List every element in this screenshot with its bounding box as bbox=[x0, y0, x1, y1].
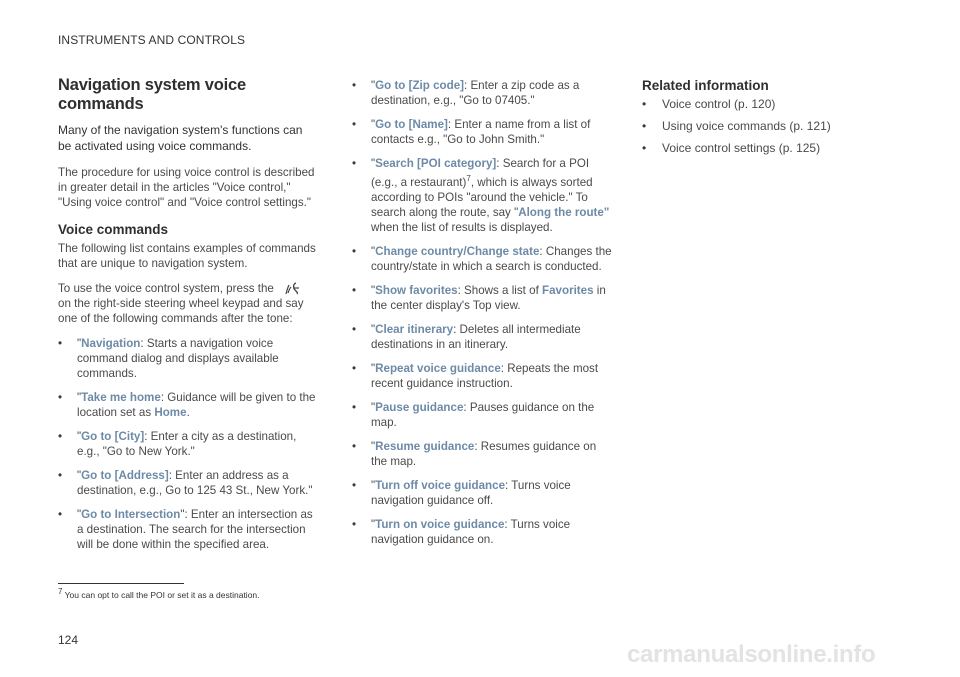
related-link-label[interactable]: Using voice commands (p. 121) bbox=[662, 119, 831, 133]
related-list bbox=[642, 97, 902, 156]
section-header: INSTRUMENTS AND CONTROLS bbox=[58, 33, 246, 47]
command-description: : Shows a list of bbox=[457, 283, 543, 297]
command-highlight: Favorites bbox=[542, 283, 594, 297]
command-name: Turn on voice guidance bbox=[375, 517, 505, 531]
list-item: • "Show favorites: Shows a list of Favorites in the center display's Top view. bbox=[352, 283, 606, 312]
list-item: • "Resume guidance: Resumes guidance on the map. bbox=[352, 439, 597, 468]
command-description: : Turns voice navigation guidance on. bbox=[371, 517, 571, 546]
command-description: : Enter a zip code as a destination, e.g., "Go to 07405." bbox=[371, 79, 580, 107]
voice-usage-post: on the right-side steering wheel keypad and say one of the following commands after the tone: bbox=[58, 297, 304, 325]
list-item: • "Go to Intersection": Enter an intersection as a destination. The search for the intersection will be done within the specified area. bbox=[58, 508, 313, 551]
command-name: Turn off voice guidance bbox=[375, 478, 506, 492]
list-item: • "Clear itinerary: Deletes all intermediate destinations in an itinerary. bbox=[352, 322, 581, 351]
command-name: Clear itinerary bbox=[375, 322, 454, 336]
list-item: • "Pause guidance: Pauses guidance on the map. bbox=[352, 400, 595, 429]
command-name: Go to [Address] bbox=[81, 469, 169, 482]
page-title: Navigation system voice commands bbox=[58, 76, 246, 113]
command-description: : Enter a name from a list of contacts e.g., "Go to John Smith." bbox=[371, 118, 591, 146]
command-name: Go to [Zip code] bbox=[375, 79, 464, 92]
voice-usage-pre: To use the voice control system, press the bbox=[58, 282, 274, 295]
footnote-text: You can opt to call the POI or set it as a destination. bbox=[64, 589, 260, 600]
command-name: Take me home bbox=[81, 391, 161, 404]
voice-usage-paragraph bbox=[58, 281, 318, 326]
command-description: : Guidance will be given to the location set as bbox=[77, 391, 316, 419]
list-item: • "Go to [City]: Enter a city as a destination, e.g., "Go to New York." bbox=[58, 430, 297, 458]
related-link-voice-control-settings[interactable]: • Voice control settings (p. 125) bbox=[642, 141, 821, 155]
related-link-label[interactable]: Voice control settings (p. 125) bbox=[662, 141, 821, 155]
footnote-number: 7 bbox=[58, 587, 63, 596]
related-link-label[interactable]: Voice control (p. 120) bbox=[662, 97, 776, 111]
list-item: • "Turn on voice guidance: Turns voice navigation guidance on. bbox=[352, 517, 571, 546]
command-description-tail: . bbox=[186, 406, 190, 419]
command-name: Navigation bbox=[81, 337, 141, 350]
list-item: • "Search [POI category]: Search for a POI (e.g., a restaurant)$^7$, which is always sorted according to POIs "around the vehicle." To search along the route, say "Along the route" when the list of results is displayed. bbox=[352, 157, 610, 234]
related-heading: Related information bbox=[642, 78, 769, 93]
footnote bbox=[58, 587, 260, 600]
command-highlight: Along the route" bbox=[518, 205, 610, 219]
watermark: carmanualsonline.info bbox=[627, 641, 876, 668]
list-item: • "Go to [Zip code]: Enter a zip code as a destination, e.g., "Go to 07405." bbox=[352, 79, 580, 107]
command-description: : Repeats the most recent guidance instruction. bbox=[371, 361, 599, 390]
footnote-ref: 7 bbox=[466, 174, 471, 183]
command-description-tail: when the list of results is displayed. bbox=[371, 220, 553, 234]
command-description: : Enter a city as a destination, e.g., "Go to New York." bbox=[77, 430, 297, 458]
command-name: Go to [City] bbox=[81, 430, 145, 443]
list-item: • "Repeat voice guidance: Repeats the most recent guidance instruction. bbox=[352, 361, 599, 390]
command-name: Pause guidance bbox=[375, 400, 464, 414]
lead-paragraph: Many of the navigation system's functions can be activated using voice commands. bbox=[58, 123, 303, 153]
list-item: • "Take me home: Guidance will be given to the location set as Home. bbox=[58, 391, 316, 419]
list-item: • "Turn off voice guidance: Turns voice navigation guidance off. bbox=[352, 478, 571, 507]
command-description: : Search for a POI (e.g., a restaurant) bbox=[371, 157, 590, 189]
list-item: • "Go to [Address]: Enter an address as a destination, e.g., Go to 125 43 St., New York." bbox=[58, 469, 313, 497]
command-description: : Pauses guidance on the map. bbox=[371, 400, 595, 429]
command-name: Go to [Name] bbox=[375, 118, 448, 131]
intro-paragraph: The procedure for using voice control is described in greater detail in the articles "Voice control," "Using voice control" and "Voice control settings." bbox=[58, 166, 315, 209]
column-left bbox=[58, 76, 318, 561]
command-description: : Changes the country/state in which a search is conducted. bbox=[371, 244, 612, 273]
command-description: : Enter an address as a destination, e.g., Go to 125 43 St., New York." bbox=[77, 469, 313, 497]
page-number: 124 bbox=[58, 633, 79, 647]
command-name: Show favorites bbox=[375, 283, 458, 297]
related-link-using-voice-commands[interactable]: • Using voice commands (p. 121) bbox=[642, 119, 831, 133]
command-description: : Deletes all intermediate destinations in an itinerary. bbox=[371, 322, 581, 351]
list-item: • "Navigation: Starts a navigation voice command dialog and displays available commands. bbox=[58, 337, 279, 380]
list-item: • "Change country/Change state: Changes the country/state in which a search is conducted. bbox=[352, 244, 612, 273]
voice-control-icon bbox=[285, 281, 303, 295]
command-name: Search [POI category] bbox=[375, 157, 497, 170]
command-description-tail: in the center display's Top view. bbox=[371, 283, 606, 312]
column-right bbox=[642, 78, 902, 163]
list-item: • "Go to [Name]: Enter a name from a list of contacts e.g., "Go to John Smith." bbox=[352, 118, 591, 146]
command-description: ": Enter an intersection as a destination. The search for the intersection will be done within the specified area. bbox=[77, 508, 313, 551]
command-name: Repeat voice guidance bbox=[375, 361, 501, 375]
column-middle bbox=[352, 78, 614, 556]
footnote-divider bbox=[58, 583, 184, 584]
command-name: Go to Intersection bbox=[81, 508, 181, 521]
command-list-part-1 bbox=[58, 336, 318, 552]
related-link-voice-control[interactable]: • Voice control (p. 120) bbox=[642, 97, 776, 111]
command-name: Change country/Change state bbox=[375, 244, 540, 258]
voice-commands-text: The following list contains examples of commands that are unique to navigation system. bbox=[58, 242, 316, 270]
command-description: : Turns voice navigation guidance off. bbox=[371, 478, 571, 507]
command-description-cont: , which is always sorted according to POIs "around the vehicle." To search along the route, say " bbox=[371, 175, 593, 219]
command-description: : Resumes guidance on the map. bbox=[371, 439, 597, 468]
command-list-part-2 bbox=[352, 78, 614, 547]
command-highlight: Home bbox=[154, 406, 187, 419]
command-name: Resume guidance bbox=[375, 439, 475, 453]
voice-commands-heading: Voice commands bbox=[58, 222, 169, 237]
command-description: : Starts a navigation voice command dialog and displays available commands. bbox=[77, 337, 279, 380]
